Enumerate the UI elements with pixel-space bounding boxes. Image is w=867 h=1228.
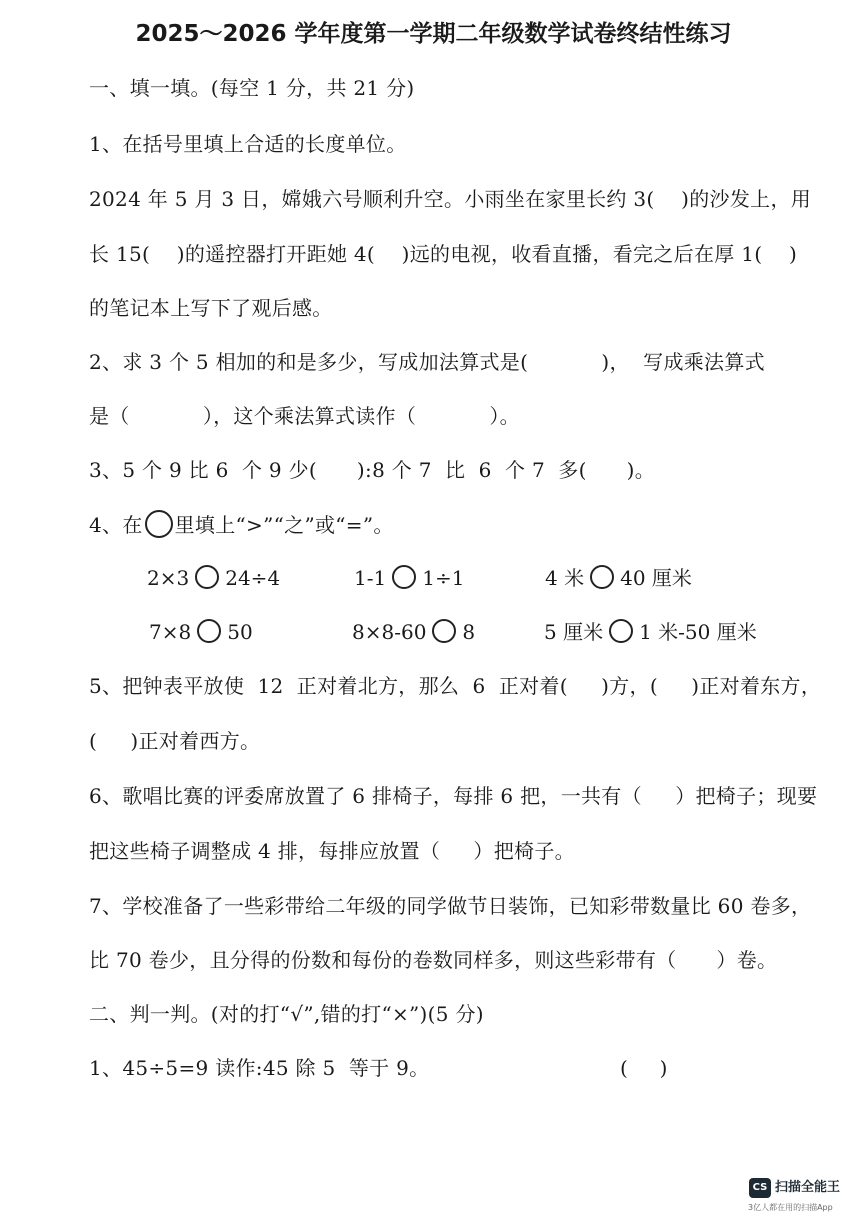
compare-circle-blank[interactable] [590,565,614,589]
judge-question-1: 1、45÷5=9 读作:45 除 5 等于 9。 [89,1056,430,1080]
compare-circle-blank[interactable] [195,565,219,589]
question-3: 3、5 个 9 比 6 个 9 少( ):8 个 7 比 6 个 7 多( )。 [89,458,656,482]
section2-heading: 二、判一判。(对的打“√”,错的打“×”)(5 分) [89,1002,484,1026]
compare-right: 1÷1 [422,566,465,590]
compare-item [149,618,253,646]
question-6-line1: 6、歌唱比赛的评委席放置了 6 排椅子，每排 6 把，一共有（ ）把椅子；现要 [89,784,818,808]
question-1-line3: 长 15( )的遥控器打开距她 4( )远的电视，收看直播，看完之后在厚 1( ) [89,242,798,266]
question-1-line2: 2024 年 5 月 3 日，嫦娥六号顺利升空。小雨坐在家里长约 3( )的沙发上，用 [89,187,812,211]
compare-item [147,564,280,592]
question-5-line1: 5、把钟表平放使 12 正对着北方，那么 6 正对着( )方，( )正对着东方， [89,674,822,698]
compare-left: 2×3 [147,566,190,590]
question-4-line [89,510,817,539]
question-4-prefix: 4、在 [89,513,143,537]
compare-left: 8×8-60 [352,620,427,644]
question-2-line2: 是（ ），这个乘法算式读作（ ）。 [89,404,520,428]
compare-left: 5 厘米 [544,620,604,644]
question-1-line1: 1、在括号里填上合适的长度单位。 [89,132,407,156]
question-7-line2: 比 70 卷少，且分得的份数和每份的卷数同样多，则这些彩带有（ ）卷。 [89,948,778,972]
compare-left: 1-1 [354,566,387,590]
compare-right: 24÷4 [225,566,281,590]
compare-item [544,618,757,646]
question-4-suffix: 里填上“>”“之”或“=”。 [174,513,394,537]
page-title: 2025～2026 学年度第一学期二年级数学试卷终结性练习 [135,21,732,47]
question-6-line2: 把这些椅子调整成 4 排，每排应放置（ ）把椅子。 [89,839,575,863]
watermark-slogan: 3亿人都在用的扫描App [748,1203,833,1212]
compare-item [545,564,692,592]
section1-heading: 一、填一填。(每空 1 分，共 21 分) [89,76,415,100]
camscanner-logo-icon: CS [749,1178,771,1198]
watermark-brand: 扫描全能王 [775,1180,841,1195]
compare-circle-blank[interactable] [392,565,416,589]
comparison-circle-icon [145,510,173,538]
compare-left: 4 米 [545,566,585,590]
judge-answer-blank[interactable]: ( ) [620,1056,668,1080]
question-2-line1: 2、求 3 个 5 相加的和是多少，写成加法算式是( )， 写成乘法算式 [89,350,765,374]
question-1-line4: 的笔记本上写下了观后感。 [89,296,333,320]
compare-circle-blank[interactable] [432,619,456,643]
compare-right: 50 [227,620,253,644]
compare-item [352,618,475,646]
question-7-line1: 7、学校准备了一些彩带给二年级的同学做节日装饰，已知彩带数量比 60 卷多， [89,894,812,918]
compare-circle-blank[interactable] [197,619,221,643]
compare-right: 1 米-50 厘米 [639,620,757,644]
compare-circle-blank[interactable] [609,619,633,643]
compare-right: 40 厘米 [620,566,692,590]
compare-left: 7×8 [149,620,192,644]
question-5-line2: ( )正对着西方。 [89,729,261,753]
compare-right: 8 [462,620,476,644]
compare-item [354,564,464,592]
